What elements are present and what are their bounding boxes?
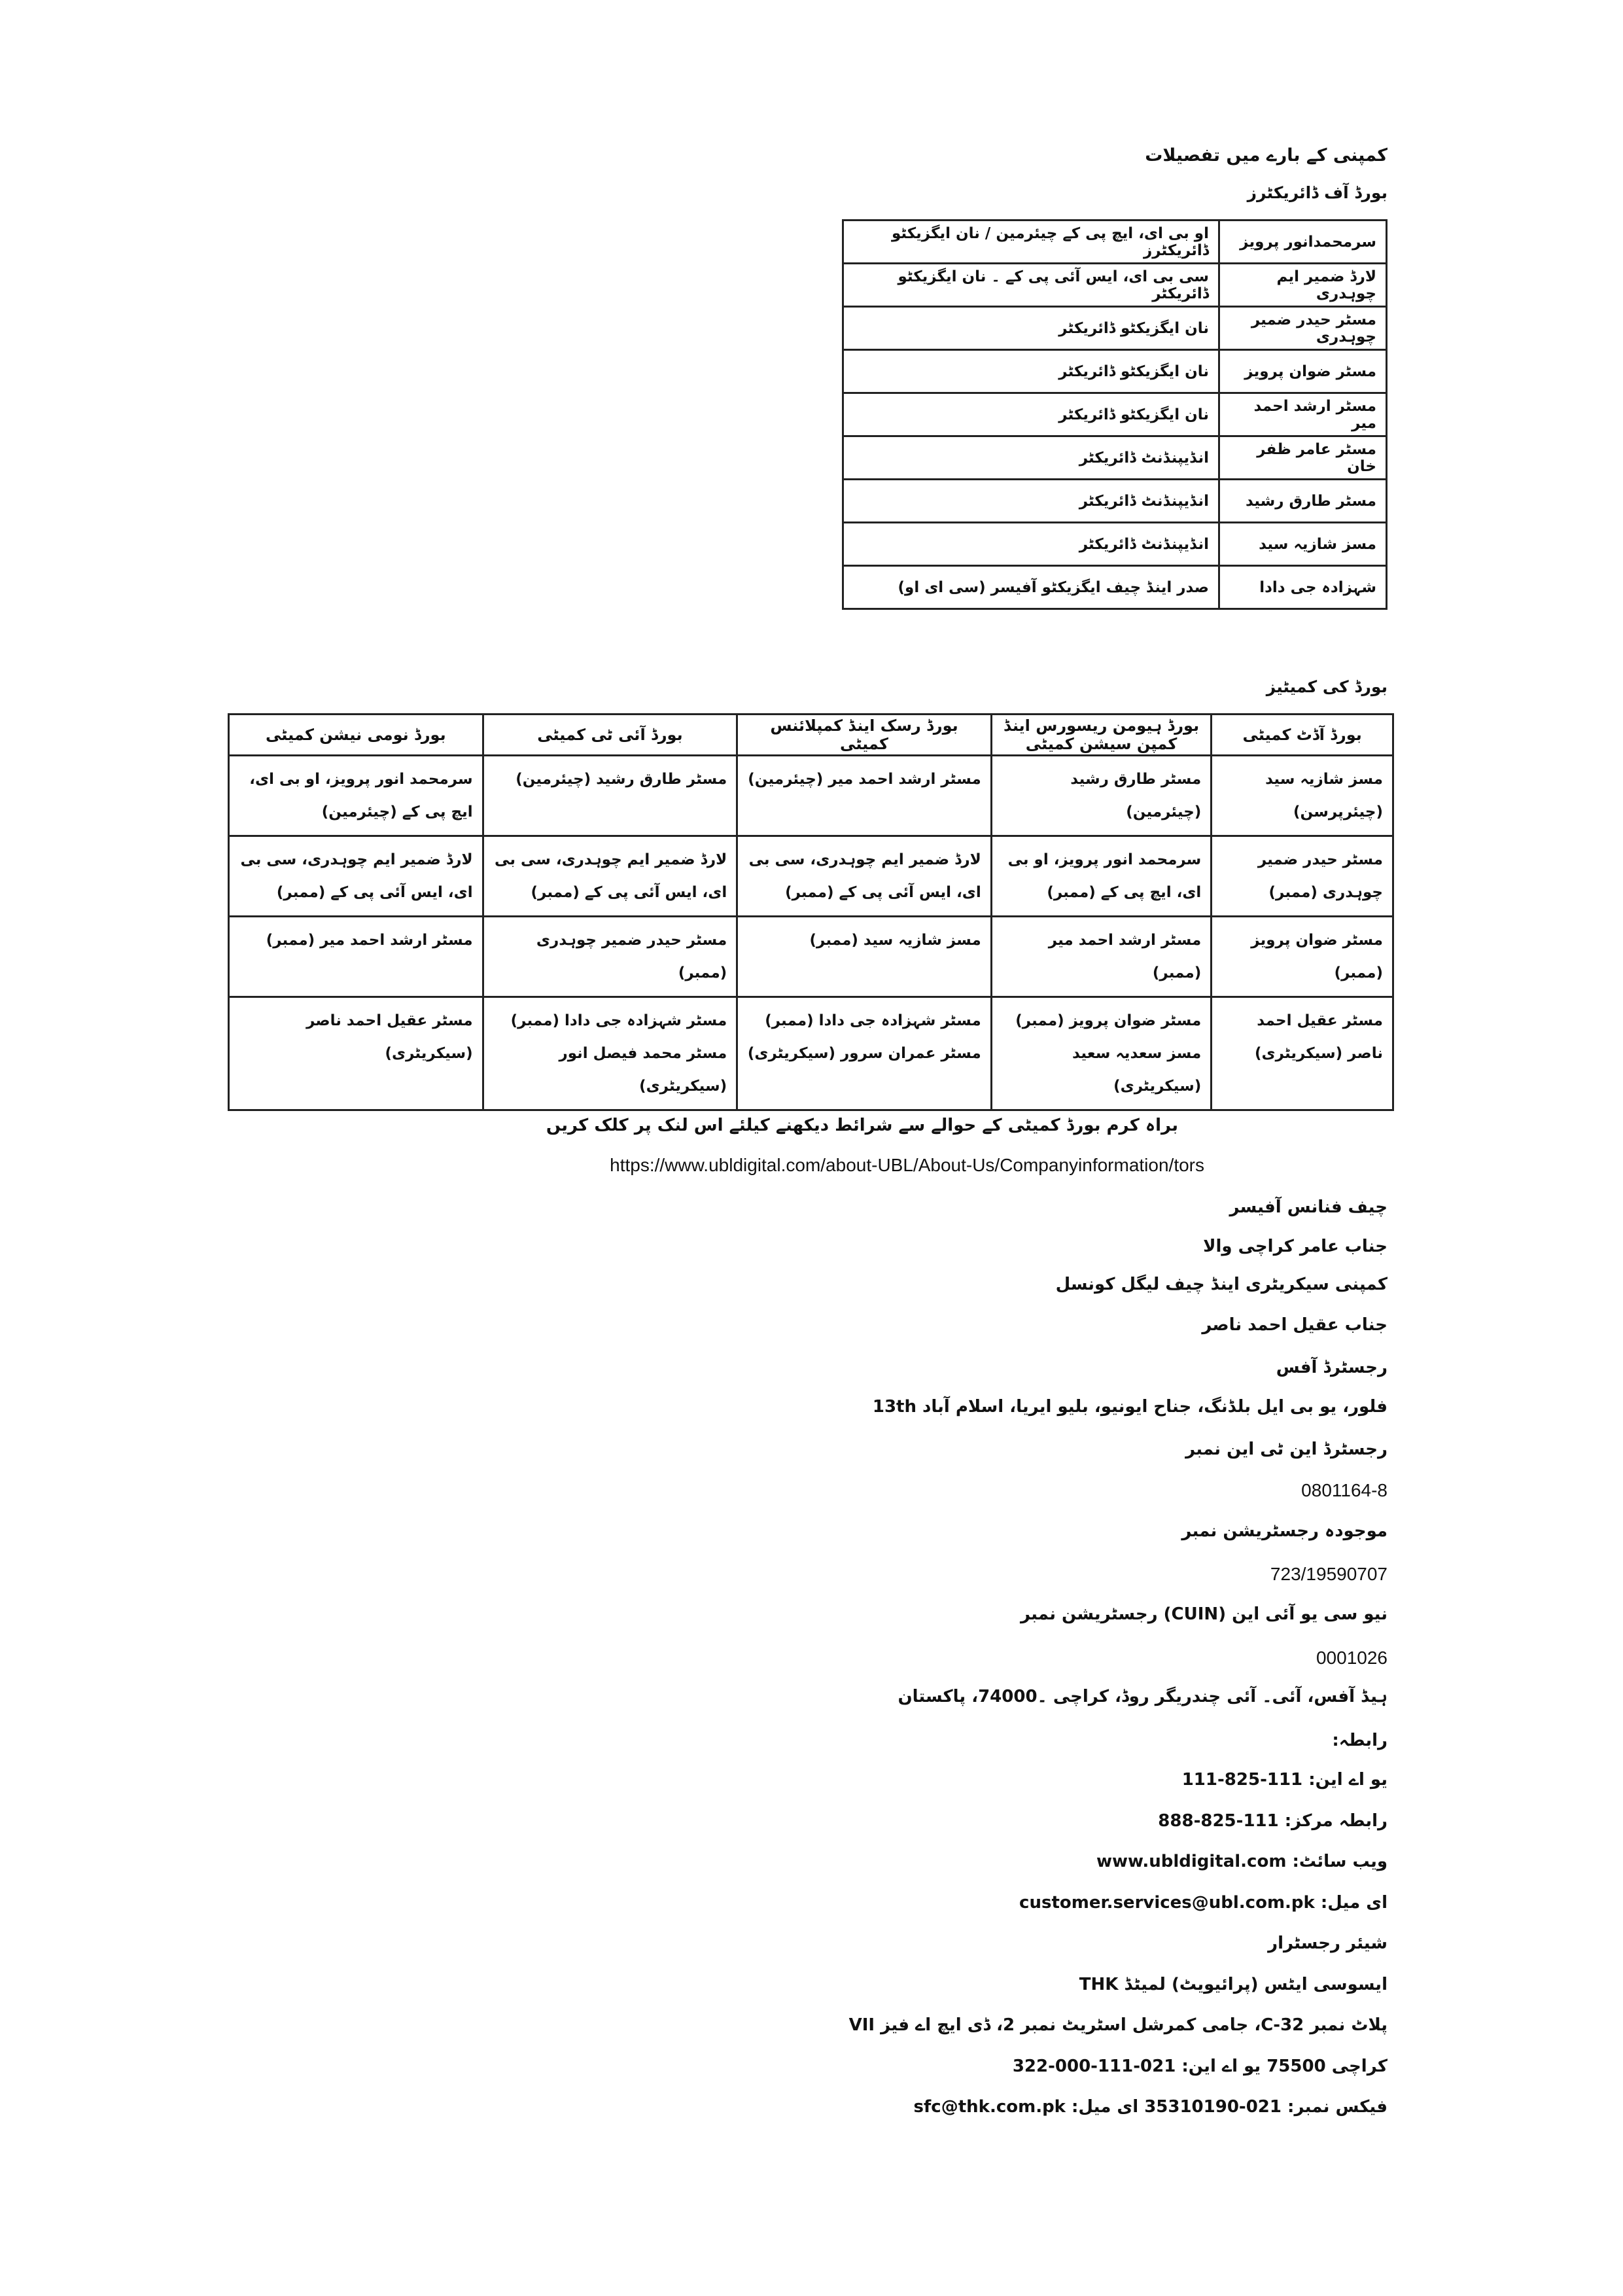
committee-header: بورڈ آڈٹ کمیٹی [1212, 715, 1393, 756]
committee-row [229, 997, 1393, 1110]
director-role: او بی ای، ایچ پی کے چیئرمین / نان ایگزیکٹو ڈائریکٹرز [843, 221, 1219, 264]
committee-row [229, 917, 1393, 997]
committee-header: بورڈ رسک اینڈ کمپلائنس کمیٹی [737, 715, 992, 756]
director-role: انڈیپنڈنٹ ڈائریکٹر [843, 523, 1219, 566]
committee-member-cell: لارڈ ضمیر ایم چوہدری، سی بی ای، ایس آئی پی کے (ممبر) [483, 836, 737, 917]
director-row [843, 221, 1387, 264]
registrar-name: THK ایسوسی ایٹس (پرائیویٹ) لمیٹڈ [1079, 1975, 1387, 1994]
tors-link[interactable]: https://www.ubldigital.com/about-UBL/About-Us/Companyinformation/tors [610, 1155, 1204, 1175]
director-role: نان ایگزیکٹو ڈائریکٹر [843, 350, 1219, 393]
director-name: مسٹر ضوان پرویز [1219, 350, 1387, 393]
director-name: مسٹر طارق رشید [1219, 480, 1387, 523]
director-name: لارڈ ضمیر ایم چوہدری [1219, 264, 1387, 307]
committee-member-cell: مسٹر عقیل احمد ناصر (سیکریٹری) [229, 997, 483, 1110]
committee-member-cell: مسٹر ضوان پرویز (ممبر) [1212, 917, 1393, 997]
committee-member-cell: مسٹر حیدر ضمیر چوہدری (ممبر) [483, 917, 737, 997]
reg-no-value: 723/19590707 [1270, 1564, 1387, 1584]
cfo-title: چیف فنانس آفیسر [1229, 1197, 1387, 1217]
committee-member-cell: مسٹر ضوان پرویز (ممبر) مسز سعدیہ سعید (سیکریٹری) [991, 997, 1212, 1110]
tors-note: براہ کرم بورڈ کمیٹی کے حوالے سے شرائط دیکھنے کیلئے اس لنک پر کلک کریں [546, 1116, 1178, 1135]
share-registrar-label: شیئر رجسٹرار [1268, 1934, 1387, 1953]
registered-office-address: 13th فلور، یو بی ایل بلڈنگ، جناح ایونیو، بلیو ایریا، اسلام آباد [872, 1397, 1387, 1417]
registered-office-label: رجسٹرڈ آفس [1276, 1358, 1387, 1377]
committee-header: بورڈ آئی ٹی کمیٹی [483, 715, 737, 756]
cuin-value: 0001026 [1316, 1648, 1387, 1668]
committee-member-cell: مسز شازیہ سید (ممبر) [737, 917, 992, 997]
committee-member-cell: مسٹر عقیل احمد ناصر (سیکریٹری) [1212, 997, 1393, 1110]
ntn-value: 0801164-8 [1301, 1480, 1387, 1500]
cuin-label: نیو سی یو آئی این (CUIN) رجسٹریشن نمبر [1021, 1604, 1387, 1624]
ntn-label: رجسٹرڈ این ٹی این نمبر [1185, 1439, 1387, 1459]
committee-header: بورڈ نومی نیشن کمیٹی [229, 715, 483, 756]
director-role: صدر اینڈ چیف ایگزیکٹو آفیسر (سی ای او) [843, 566, 1219, 609]
director-role: نان ایگزیکٹو ڈائریکٹر [843, 393, 1219, 436]
committee-member-cell: لارڈ ضمیر ایم چوہدری، سی بی ای، ایس آئی پی کے (ممبر) [229, 836, 483, 917]
director-role: انڈیپنڈنٹ ڈائریکٹر [843, 480, 1219, 523]
committee-member-cell: مسٹر شہزادہ جی دادا (ممبر) مسٹر محمد فیصل انور (سیکریٹری) [483, 997, 737, 1110]
director-role: انڈیپنڈنٹ ڈائریکٹر [843, 436, 1219, 480]
director-row [843, 393, 1387, 436]
director-role: نان ایگزیکٹو ڈائریکٹر [843, 307, 1219, 350]
secretary-title: کمپنی سیکریٹری اینڈ چیف لیگل کونسل [1055, 1275, 1387, 1294]
contact-center-line: رابطہ مرکز: 111-825-888 [1158, 1811, 1387, 1831]
secretary-name: جناب عقیل احمد ناصر [1202, 1315, 1387, 1335]
committees-title: بورڈ کی کمیٹیز [1266, 677, 1387, 696]
registrar-fax-email: فیکس نمبر: 021-35310190 ای میل: sfc@thk.com.pk [913, 2097, 1387, 2117]
committee-header: بورڈ ہیومن ریسورس اینڈ کمپن سیشن کمیٹی [991, 715, 1212, 756]
committee-member-cell: مسز شازیہ سید (چیئرپرسن) [1212, 756, 1393, 836]
directors-table [842, 219, 1387, 610]
committee-row [229, 756, 1393, 836]
cfo-name: جناب عامر کراچی والا [1203, 1237, 1387, 1256]
director-name: مسٹر ارشد احمد میر [1219, 393, 1387, 436]
registrar-address: پلاٹ نمبر 32-C، جامی کمرشل اسٹریٹ نمبر 2، ڈی ایچ اے فیز VII [848, 2015, 1387, 2035]
page-title: کمپنی کے بارے میں تفصیلات [1145, 145, 1387, 166]
director-name: شہزادہ جی دادا [1219, 566, 1387, 609]
director-name: سرمحمدانور پرویز [1219, 221, 1387, 264]
director-name: مسز شازیہ سید [1219, 523, 1387, 566]
email-line[interactable]: ای میل: customer.services@ubl.com.pk [1019, 1893, 1387, 1913]
director-row [843, 523, 1387, 566]
contact-label: رابطہ: [1332, 1731, 1387, 1750]
committee-row [229, 836, 1393, 917]
director-row [843, 350, 1387, 393]
director-role: سی بی ای، ایس آئی پی کے ۔ نان ایگزیکٹو ڈائریکٹر [843, 264, 1219, 307]
board-of-directors-title: بورڈ آف ڈائریکٹرز [1247, 183, 1387, 202]
reg-no-label: موجودہ رجسٹریشن نمبر [1181, 1521, 1387, 1541]
website-line[interactable]: ویب سائٹ: www.ubldigital.com [1096, 1852, 1387, 1871]
committee-member-cell: مسٹر ارشد احمد میر (ممبر) [991, 917, 1212, 997]
uan-line: یو اے این: 111-825-111 [1181, 1770, 1387, 1790]
committee-member-cell: مسٹر ارشد احمد میر (چیئرمین) [737, 756, 992, 836]
director-row [843, 480, 1387, 523]
committee-member-cell: مسٹر شہزادہ جی دادا (ممبر) مسٹر عمران سرور (سیکریٹری) [737, 997, 992, 1110]
committee-member-cell: مسٹر طارق رشید (چیئرمین) [483, 756, 737, 836]
director-name: مسٹر عامر ظفر خان [1219, 436, 1387, 480]
committee-member-cell: مسٹر ارشد احمد میر (ممبر) [229, 917, 483, 997]
director-row [843, 566, 1387, 609]
committee-member-cell: مسٹر حیدر ضمیر چوہدری (ممبر) [1212, 836, 1393, 917]
committees-table [228, 713, 1394, 1111]
registrar-city-uan: کراچی 75500 یو اے این: 021-111-000-322 [1012, 2057, 1387, 2076]
director-row [843, 264, 1387, 307]
director-row [843, 436, 1387, 480]
director-name: مسٹر حیدر ضمیر چوہدری [1219, 307, 1387, 350]
committee-member-cell: مسٹر طارق رشید (چیئرمین) [991, 756, 1212, 836]
committee-member-cell: لارڈ ضمیر ایم چوہدری، سی بی ای، ایس آئی پی کے (ممبر) [737, 836, 992, 917]
director-row [843, 307, 1387, 350]
head-office-address: ہیڈ آفس، آئی۔ آئی چندریگر روڈ، کراچی ۔74000، پاکستان [898, 1687, 1387, 1706]
committee-member-cell: سرمحمد انور پرویز، او بی ای، ایچ پی کے (ممبر) [991, 836, 1212, 917]
committee-member-cell: سرمحمد انور پرویز، او بی ای، ایچ پی کے (چیئرمین) [229, 756, 483, 836]
